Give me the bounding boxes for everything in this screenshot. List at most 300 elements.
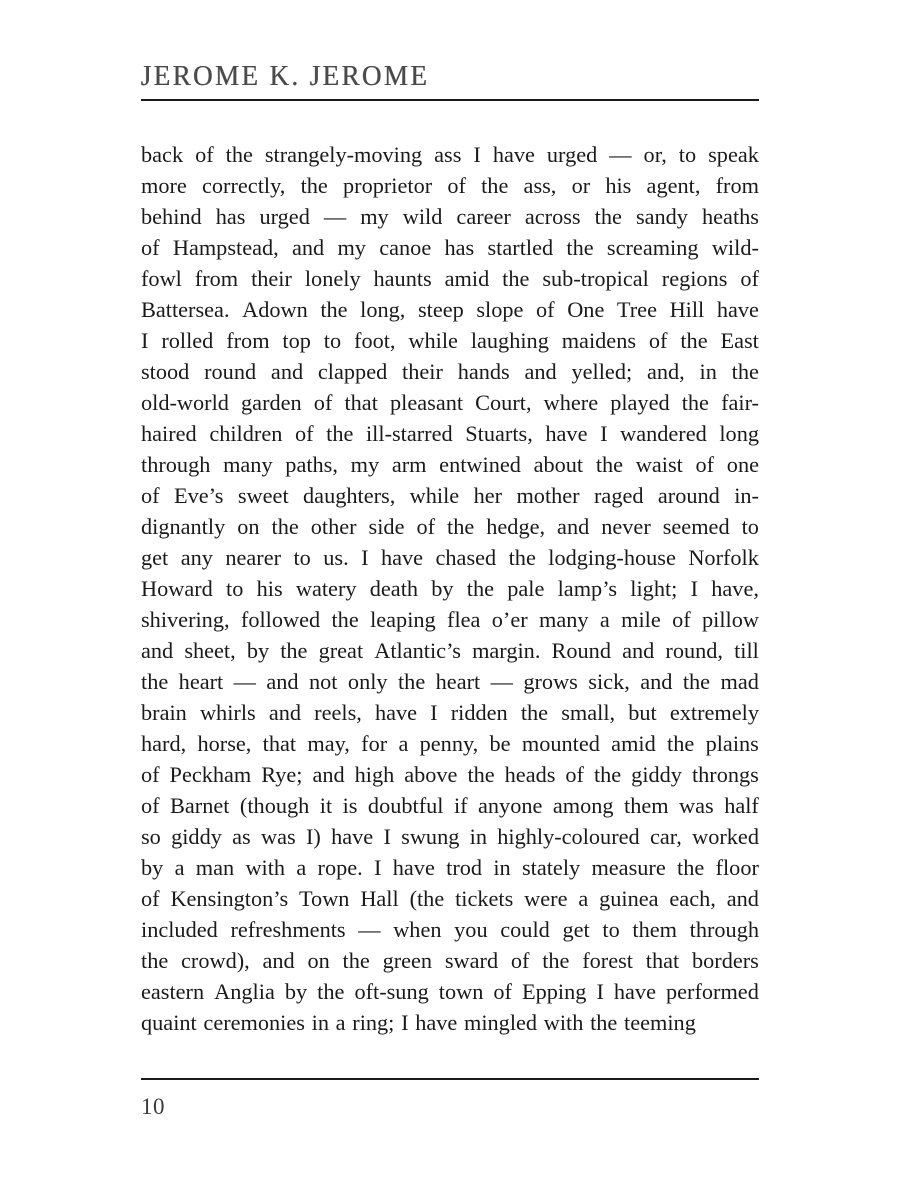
word: giddy <box>631 762 682 787</box>
word: heart <box>178 669 224 694</box>
word: reels, <box>314 700 362 725</box>
word: get <box>562 917 590 942</box>
word: career <box>456 204 511 229</box>
text-line <box>141 635 759 666</box>
word: canoe <box>379 235 432 260</box>
word: half <box>724 793 759 818</box>
text-line <box>141 511 759 542</box>
word: from <box>226 328 270 353</box>
word: high <box>354 762 395 787</box>
text-line <box>141 573 759 604</box>
word: doubtful <box>367 793 444 818</box>
word: above <box>404 762 458 787</box>
word: I <box>374 855 382 880</box>
word: haunts <box>373 266 432 291</box>
word: about <box>533 452 584 477</box>
word: children <box>209 421 283 446</box>
word: stately <box>521 855 581 880</box>
word: grows <box>523 669 578 694</box>
word: played <box>610 390 670 415</box>
word: hedge, <box>486 514 546 539</box>
word: on <box>307 948 330 973</box>
word: — <box>358 917 381 942</box>
word: the <box>342 948 370 973</box>
word: seemed <box>662 514 730 539</box>
word: Adown <box>242 297 308 322</box>
word: a <box>296 855 307 880</box>
word: Round <box>551 638 611 663</box>
word: the <box>447 514 475 539</box>
word: of <box>141 886 160 911</box>
word: and <box>640 669 673 694</box>
word: whirls <box>199 700 256 725</box>
word: side <box>368 514 405 539</box>
word: entwined <box>439 452 521 477</box>
word: in <box>469 824 487 849</box>
word: the <box>594 204 622 229</box>
word: the <box>271 514 299 539</box>
word: the <box>593 762 622 787</box>
word: hard, <box>141 731 187 756</box>
word: Kensington’s <box>170 886 289 911</box>
text-line <box>141 666 759 697</box>
word: pleasant <box>390 390 464 415</box>
word: the <box>466 576 495 601</box>
word: that <box>344 390 378 415</box>
word: the <box>731 359 759 384</box>
word: top <box>282 328 311 353</box>
word: of <box>141 762 160 787</box>
word: ring; <box>352 1010 395 1035</box>
word: urged <box>546 142 598 167</box>
word: arm <box>391 452 427 477</box>
word: brain <box>141 700 187 725</box>
word: Peckham <box>169 762 252 787</box>
word: penny, <box>419 731 479 756</box>
word: of <box>740 266 759 291</box>
word: performed <box>666 979 759 1004</box>
word: Howard <box>141 576 213 601</box>
word: many <box>223 452 273 477</box>
word: quaint <box>141 1010 197 1035</box>
word: fowl <box>141 266 182 291</box>
word: steep <box>417 297 464 322</box>
word: the <box>397 669 426 694</box>
word: the <box>326 421 354 446</box>
word: ass <box>434 142 462 167</box>
text-line <box>141 356 759 387</box>
word: agent, <box>646 173 701 198</box>
word: I <box>141 328 149 353</box>
word: have <box>392 855 435 880</box>
word: the <box>280 638 308 663</box>
word: pale <box>507 576 545 601</box>
word: any <box>180 545 213 570</box>
word: hands <box>457 359 510 384</box>
word: leaping <box>370 607 436 632</box>
word: heaths <box>702 204 759 229</box>
word: rope. <box>317 855 363 880</box>
word: swung <box>401 824 460 849</box>
word: of <box>672 607 691 632</box>
word: ceremonies <box>203 1010 305 1035</box>
word: and <box>292 235 325 260</box>
text-line <box>141 1007 759 1038</box>
word: Hampstead, <box>172 235 279 260</box>
word: the <box>520 700 549 725</box>
word: pillow <box>702 607 759 632</box>
text-line <box>141 325 759 356</box>
word: long, <box>360 297 406 322</box>
word: of <box>294 421 314 446</box>
word: crowd), <box>181 948 250 973</box>
text-line <box>141 728 759 759</box>
word: the <box>317 979 345 1004</box>
word: of <box>141 793 160 818</box>
word: by <box>284 979 308 1004</box>
word: waist <box>635 452 683 477</box>
word: so <box>141 824 161 849</box>
text-line <box>141 294 759 325</box>
word: in <box>493 855 511 880</box>
word: Battersea. <box>141 297 230 322</box>
word: I <box>383 824 391 849</box>
word: proprietor <box>343 173 433 198</box>
word: may, <box>307 731 350 756</box>
text-line <box>141 604 759 635</box>
word: I <box>430 700 438 725</box>
word: their <box>402 359 443 384</box>
word: have <box>380 545 424 570</box>
running-head-title: JEROME K. JEROME <box>141 60 740 94</box>
word: to <box>323 328 342 353</box>
word: fair- <box>721 390 759 415</box>
word: the <box>300 173 328 198</box>
word: great <box>318 638 364 663</box>
word: mingled <box>463 1010 538 1035</box>
word: the <box>481 173 509 198</box>
word: lonely <box>304 266 361 291</box>
body-text-block <box>141 139 759 1038</box>
word: guinea <box>599 886 659 911</box>
word: followed <box>240 607 321 632</box>
word: paths, <box>285 452 338 477</box>
word: them <box>632 917 677 942</box>
word: by <box>431 576 454 601</box>
word: the <box>331 607 359 632</box>
word: heart <box>435 669 481 694</box>
word: long <box>719 421 759 446</box>
text-line <box>141 697 759 728</box>
word: a <box>578 886 589 911</box>
word: while <box>409 483 460 508</box>
word: to <box>678 142 697 167</box>
word: the <box>680 328 708 353</box>
word: in <box>311 1010 329 1035</box>
word: you <box>454 917 488 942</box>
word: and <box>524 359 557 384</box>
text-line <box>141 201 759 232</box>
word: wild <box>402 204 443 229</box>
word: of <box>648 328 668 353</box>
word: of <box>195 142 214 167</box>
word: the <box>141 669 169 694</box>
word: Norfolk <box>688 545 759 570</box>
word: to <box>226 576 244 601</box>
word: highly-coloured <box>497 824 640 849</box>
word: by <box>141 855 164 880</box>
word: have <box>331 824 374 849</box>
word: anyone <box>478 793 543 818</box>
word: o’er <box>491 607 528 632</box>
word: light; <box>630 576 678 601</box>
word: for <box>361 731 388 756</box>
text-line <box>141 170 759 201</box>
word: I) <box>305 824 321 849</box>
word: round <box>204 359 257 384</box>
word: plains <box>705 731 759 756</box>
word: ill-starred <box>365 421 453 446</box>
word: raged <box>594 483 644 508</box>
word: Barnet <box>170 793 230 818</box>
word: borders <box>691 948 759 973</box>
word: the <box>590 1010 618 1035</box>
word: and <box>266 669 299 694</box>
word: laughing <box>470 328 549 353</box>
word: till <box>734 638 759 663</box>
word: correctly, <box>202 173 286 198</box>
word: of <box>313 390 333 415</box>
text-line <box>141 852 759 883</box>
word: and <box>312 762 345 787</box>
page-number: 10 <box>141 1094 165 1119</box>
word: garden <box>241 390 302 415</box>
text-line <box>141 542 759 573</box>
word: stood <box>141 359 190 384</box>
word: — <box>233 669 256 694</box>
word: and <box>141 638 174 663</box>
word: not <box>309 669 338 694</box>
word: tickets <box>455 886 514 911</box>
word: Rye; <box>261 762 303 787</box>
word: have <box>613 979 656 1004</box>
word: chased <box>435 545 497 570</box>
word: old-world <box>141 390 229 415</box>
word: urged <box>259 204 310 229</box>
word: of <box>141 483 160 508</box>
word: with <box>245 855 286 880</box>
word: of <box>536 297 555 322</box>
word: giddy <box>171 824 222 849</box>
word: ass, <box>523 173 557 198</box>
word: Tree <box>616 297 657 322</box>
word: and <box>557 514 590 539</box>
header-rule <box>141 99 759 101</box>
word: in- <box>734 483 759 508</box>
word: startled <box>487 235 554 260</box>
word: to <box>602 917 620 942</box>
word: only <box>347 669 388 694</box>
word: amid <box>444 266 490 291</box>
word: flea <box>447 607 481 632</box>
word: shivering, <box>141 607 230 632</box>
footer-rule <box>141 1078 759 1080</box>
text-line <box>141 449 759 480</box>
word: and <box>268 700 302 725</box>
word: Epping <box>522 979 587 1004</box>
word: foot, <box>354 328 396 353</box>
word: regions <box>661 266 728 291</box>
word: as <box>232 824 251 849</box>
word: measure <box>591 855 666 880</box>
text-line <box>141 914 759 945</box>
word: throngs <box>691 762 759 787</box>
word: lamp’s <box>557 576 618 601</box>
word: the <box>508 545 536 570</box>
word: among <box>552 793 614 818</box>
word: from <box>715 173 759 198</box>
word: I <box>473 142 481 167</box>
word: the <box>542 948 570 973</box>
text-line <box>141 263 759 294</box>
word: back <box>141 142 184 167</box>
word: Hill <box>669 297 705 322</box>
word: around <box>657 483 720 508</box>
word: trod <box>446 855 483 880</box>
word: car, <box>649 824 682 849</box>
word: I <box>401 1010 409 1035</box>
word: and <box>622 638 655 663</box>
text-line <box>141 480 759 511</box>
word: refreshments <box>230 917 346 942</box>
word: that <box>645 948 680 973</box>
word: I <box>596 979 604 1004</box>
word: the <box>566 235 594 260</box>
word: never <box>601 514 651 539</box>
word: a <box>335 1010 346 1035</box>
word: speak <box>708 142 759 167</box>
word: maidens <box>561 328 637 353</box>
word: nearer <box>225 545 282 570</box>
word: us. <box>323 545 349 570</box>
word: them <box>624 793 669 818</box>
word: One <box>567 297 605 322</box>
word: ridden <box>450 700 508 725</box>
word: and <box>262 948 295 973</box>
word: (the <box>409 886 445 911</box>
word: death <box>369 576 419 601</box>
word: wandered <box>620 421 707 446</box>
word: of <box>416 514 436 539</box>
word: eastern <box>141 979 205 1004</box>
word: and, <box>646 359 685 384</box>
word: be <box>489 731 511 756</box>
word: was <box>679 793 714 818</box>
word: where <box>543 390 599 415</box>
text-line <box>141 759 759 790</box>
text-line <box>141 139 759 170</box>
word: horse, <box>197 731 252 756</box>
word: the <box>320 297 348 322</box>
word: his <box>605 173 632 198</box>
word: was <box>261 824 296 849</box>
word: Town <box>298 886 350 911</box>
word: through <box>141 452 211 477</box>
word: have <box>716 297 759 322</box>
word: of <box>141 235 160 260</box>
word: across <box>524 204 581 229</box>
word: has <box>215 204 246 229</box>
word: the <box>667 731 695 756</box>
word: clapped <box>317 359 388 384</box>
word: behind <box>141 204 202 229</box>
word: the <box>502 266 530 291</box>
word: dignantly <box>141 514 226 539</box>
word: a <box>599 607 610 632</box>
word: get <box>141 545 169 570</box>
word: small, <box>561 700 616 725</box>
running-head <box>141 60 759 94</box>
word: to <box>741 514 759 539</box>
word: lodging-house <box>548 545 676 570</box>
word: East <box>720 328 759 353</box>
word: have <box>545 421 588 446</box>
word: through <box>689 917 759 942</box>
text-line <box>141 387 759 418</box>
word: has <box>444 235 475 260</box>
word: mounted <box>521 731 600 756</box>
word: (though <box>239 793 310 818</box>
word: heads <box>504 762 556 787</box>
word: floor <box>715 855 759 880</box>
word: daughters, <box>303 483 396 508</box>
text-line <box>141 821 759 852</box>
word: other <box>310 514 357 539</box>
word: have <box>374 700 418 725</box>
word: one <box>726 452 759 477</box>
word: of <box>493 979 512 1004</box>
word: round, <box>665 638 723 663</box>
word: green <box>382 948 433 973</box>
word: screaming <box>606 235 699 260</box>
word: from <box>194 266 239 291</box>
word: sweet <box>237 483 289 508</box>
word: Hall <box>360 886 399 911</box>
word: — <box>490 669 513 694</box>
word: of <box>510 948 530 973</box>
word: Eve’s <box>173 483 224 508</box>
text-line <box>141 883 759 914</box>
word: the <box>595 452 624 477</box>
word: the <box>141 948 169 973</box>
word: the <box>681 390 709 415</box>
word: Anglia <box>214 979 275 1004</box>
word: while <box>408 328 458 353</box>
text-line <box>141 976 759 1007</box>
word: to <box>293 545 311 570</box>
word: a <box>398 731 409 756</box>
word: of <box>565 762 584 787</box>
word: could <box>500 917 550 942</box>
word: — <box>323 204 347 229</box>
word: more <box>141 173 187 198</box>
word: the <box>677 855 705 880</box>
word: sheet, <box>184 638 236 663</box>
word: — <box>609 142 632 167</box>
word: have, <box>711 576 759 601</box>
word: rolled <box>161 328 214 353</box>
word: that <box>262 731 297 756</box>
